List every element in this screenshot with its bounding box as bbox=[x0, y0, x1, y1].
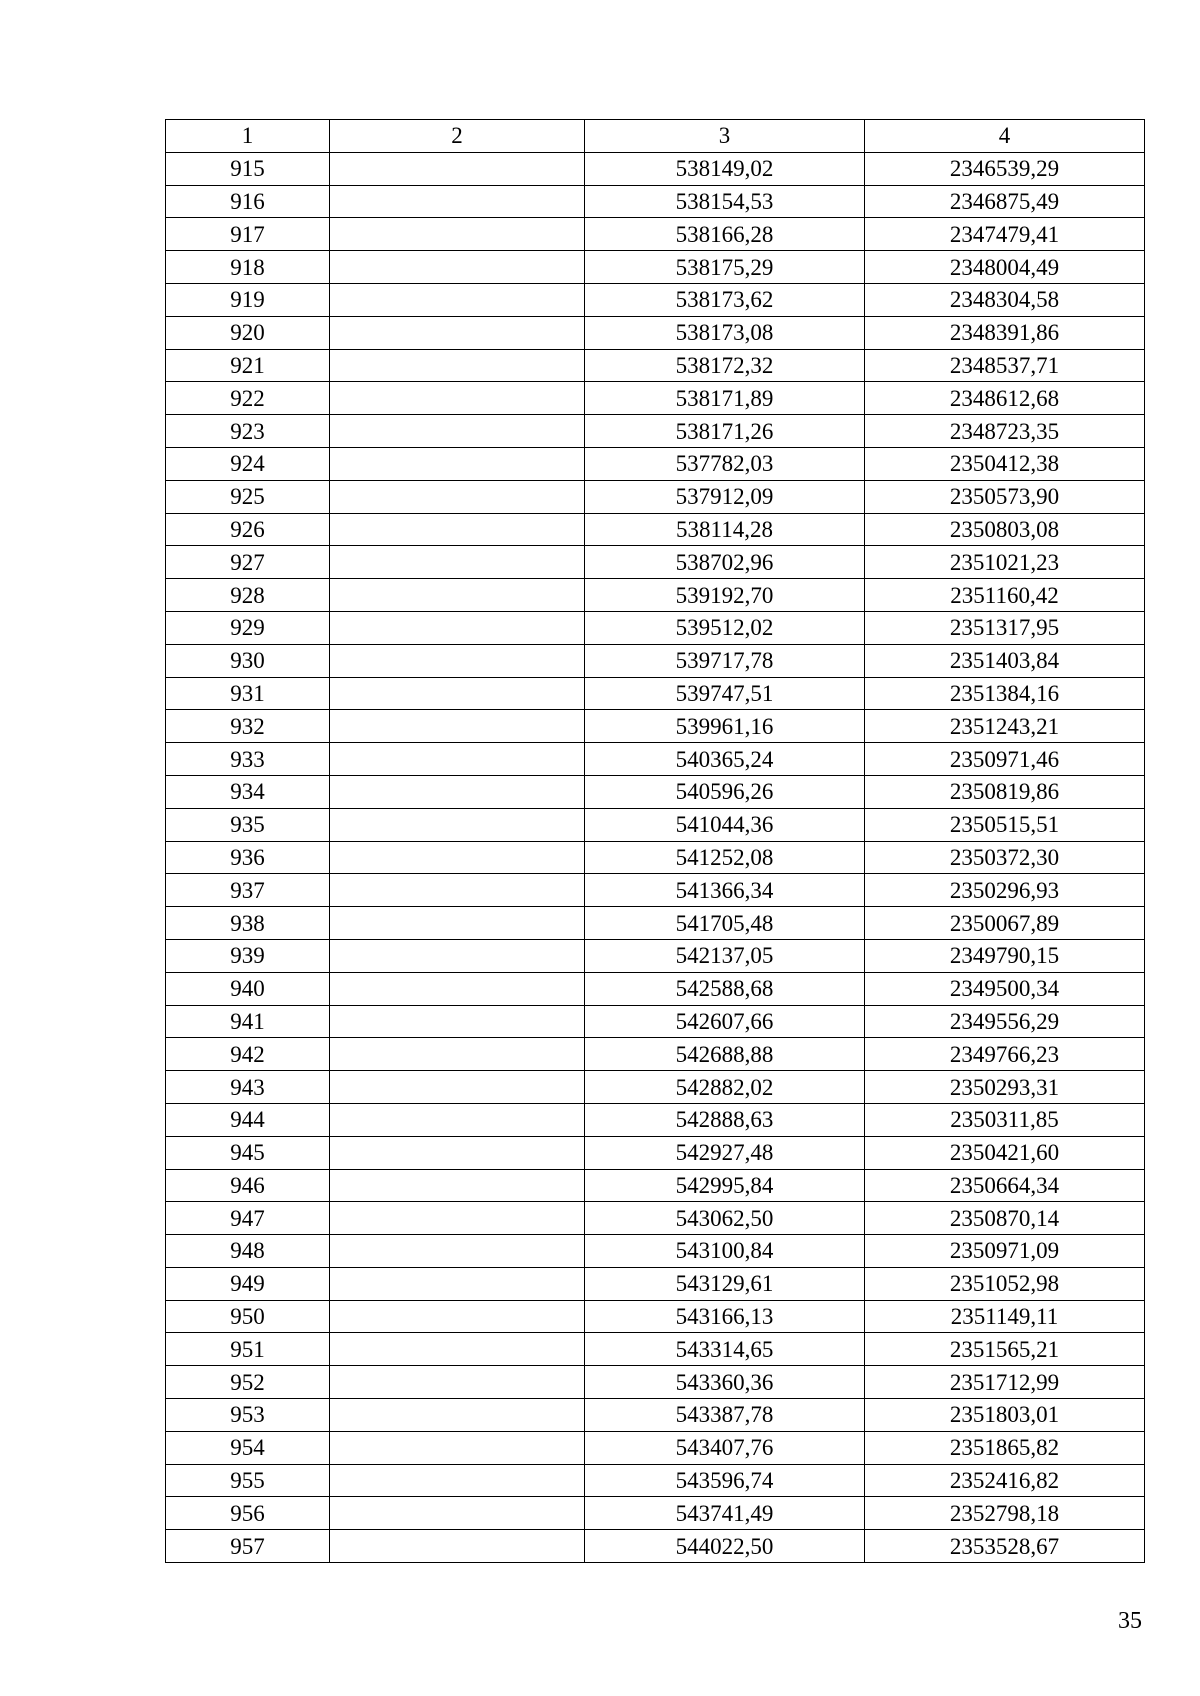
table-cell: 923 bbox=[166, 415, 330, 448]
table-cell: 2351712,99 bbox=[865, 1366, 1145, 1399]
table-row bbox=[166, 1530, 1145, 1563]
table-cell: 543596,74 bbox=[585, 1464, 865, 1497]
table-cell bbox=[330, 152, 585, 185]
table-cell: 2347479,41 bbox=[865, 218, 1145, 251]
table-cell: 927 bbox=[166, 546, 330, 579]
table-row bbox=[166, 349, 1145, 382]
table-cell: 539717,78 bbox=[585, 644, 865, 677]
table-cell: 948 bbox=[166, 1235, 330, 1268]
table-cell: 538175,29 bbox=[585, 251, 865, 284]
table-cell bbox=[330, 1497, 585, 1530]
table-cell: 2349500,34 bbox=[865, 972, 1145, 1005]
table-cell: 2351149,11 bbox=[865, 1300, 1145, 1333]
table-cell: 2349766,23 bbox=[865, 1038, 1145, 1071]
table-cell: 2351403,84 bbox=[865, 644, 1145, 677]
table-cell bbox=[330, 1005, 585, 1038]
table-cell bbox=[330, 1103, 585, 1136]
column-header: 2 bbox=[330, 120, 585, 153]
table-row bbox=[166, 251, 1145, 284]
table-cell bbox=[330, 349, 585, 382]
table-cell bbox=[330, 874, 585, 907]
table-cell: 542607,66 bbox=[585, 1005, 865, 1038]
table-cell: 936 bbox=[166, 841, 330, 874]
table-cell: 953 bbox=[166, 1399, 330, 1432]
table-row bbox=[166, 152, 1145, 185]
table-cell: 941 bbox=[166, 1005, 330, 1038]
table-cell: 544022,50 bbox=[585, 1530, 865, 1563]
table-cell: 939 bbox=[166, 939, 330, 972]
table-row bbox=[166, 677, 1145, 710]
column-header: 3 bbox=[585, 120, 865, 153]
table-cell: 2350311,85 bbox=[865, 1103, 1145, 1136]
table-cell bbox=[330, 1235, 585, 1268]
table-row bbox=[166, 1431, 1145, 1464]
table-row bbox=[166, 1136, 1145, 1169]
table-cell: 538114,28 bbox=[585, 513, 865, 546]
table-cell: 543407,76 bbox=[585, 1431, 865, 1464]
table-row bbox=[166, 1267, 1145, 1300]
table-cell: 539961,16 bbox=[585, 710, 865, 743]
table-cell bbox=[330, 316, 585, 349]
table-cell: 539192,70 bbox=[585, 579, 865, 612]
table-cell bbox=[330, 1267, 585, 1300]
table-cell: 543166,13 bbox=[585, 1300, 865, 1333]
table-cell bbox=[330, 1169, 585, 1202]
table-cell bbox=[330, 775, 585, 808]
table-cell: 541366,34 bbox=[585, 874, 865, 907]
table-cell: 956 bbox=[166, 1497, 330, 1530]
table-cell: 957 bbox=[166, 1530, 330, 1563]
table-cell: 2351865,82 bbox=[865, 1431, 1145, 1464]
table-cell: 539747,51 bbox=[585, 677, 865, 710]
table-cell bbox=[330, 710, 585, 743]
table-cell: 538172,32 bbox=[585, 349, 865, 382]
table-cell: 543387,78 bbox=[585, 1399, 865, 1432]
table-cell: 955 bbox=[166, 1464, 330, 1497]
table-cell: 2351052,98 bbox=[865, 1267, 1145, 1300]
table-row bbox=[166, 1300, 1145, 1333]
table-cell: 930 bbox=[166, 644, 330, 677]
table-cell: 929 bbox=[166, 611, 330, 644]
table-cell: 538173,62 bbox=[585, 283, 865, 316]
table-cell bbox=[330, 743, 585, 776]
table-cell: 924 bbox=[166, 447, 330, 480]
table-cell: 2351384,16 bbox=[865, 677, 1145, 710]
table-cell bbox=[330, 677, 585, 710]
table-cell: 543062,50 bbox=[585, 1202, 865, 1235]
table-cell bbox=[330, 185, 585, 218]
table-cell: 541252,08 bbox=[585, 841, 865, 874]
table-cell: 538154,53 bbox=[585, 185, 865, 218]
table-cell: 2348723,35 bbox=[865, 415, 1145, 448]
table-cell: 2352798,18 bbox=[865, 1497, 1145, 1530]
table-row bbox=[166, 316, 1145, 349]
table-cell: 538171,89 bbox=[585, 382, 865, 415]
table-row bbox=[166, 710, 1145, 743]
table-row bbox=[166, 841, 1145, 874]
table-cell: 543129,61 bbox=[585, 1267, 865, 1300]
table-cell bbox=[330, 218, 585, 251]
table-cell: 2349790,15 bbox=[865, 939, 1145, 972]
table-cell bbox=[330, 579, 585, 612]
table-cell bbox=[330, 447, 585, 480]
table-cell: 2349556,29 bbox=[865, 1005, 1145, 1038]
table-row bbox=[166, 808, 1145, 841]
table-cell: 2351160,42 bbox=[865, 579, 1145, 612]
table-cell: 2348537,71 bbox=[865, 349, 1145, 382]
table-row bbox=[166, 874, 1145, 907]
table-cell bbox=[330, 382, 585, 415]
table-header-row bbox=[166, 120, 1145, 153]
table-cell: 541044,36 bbox=[585, 808, 865, 841]
table-row bbox=[166, 218, 1145, 251]
table-cell: 938 bbox=[166, 907, 330, 940]
table-cell: 538702,96 bbox=[585, 546, 865, 579]
table-cell: 932 bbox=[166, 710, 330, 743]
table-cell: 2350412,38 bbox=[865, 447, 1145, 480]
table-cell: 946 bbox=[166, 1169, 330, 1202]
table-cell: 934 bbox=[166, 775, 330, 808]
table-cell: 538171,26 bbox=[585, 415, 865, 448]
table-cell: 2346539,29 bbox=[865, 152, 1145, 185]
table-cell: 931 bbox=[166, 677, 330, 710]
table-row bbox=[166, 1169, 1145, 1202]
table-cell: 950 bbox=[166, 1300, 330, 1333]
table-cell bbox=[330, 808, 585, 841]
table-cell: 916 bbox=[166, 185, 330, 218]
table-cell: 2351021,23 bbox=[865, 546, 1145, 579]
column-header: 1 bbox=[166, 120, 330, 153]
table-cell: 922 bbox=[166, 382, 330, 415]
table-cell: 2350819,86 bbox=[865, 775, 1145, 808]
table-cell: 2348304,58 bbox=[865, 283, 1145, 316]
table-cell bbox=[330, 611, 585, 644]
table-row bbox=[166, 480, 1145, 513]
table-cell bbox=[330, 1300, 585, 1333]
table-cell: 538166,28 bbox=[585, 218, 865, 251]
table-cell: 2351565,21 bbox=[865, 1333, 1145, 1366]
table-cell: 2348612,68 bbox=[865, 382, 1145, 415]
table-row bbox=[166, 972, 1145, 1005]
table-cell: 543314,65 bbox=[585, 1333, 865, 1366]
table-cell: 2346875,49 bbox=[865, 185, 1145, 218]
table-cell: 540365,24 bbox=[585, 743, 865, 776]
table-cell: 542882,02 bbox=[585, 1071, 865, 1104]
table-cell bbox=[330, 841, 585, 874]
table-cell: 542688,88 bbox=[585, 1038, 865, 1071]
table-cell: 2350515,51 bbox=[865, 808, 1145, 841]
table-cell: 2351243,21 bbox=[865, 710, 1145, 743]
table-cell: 539512,02 bbox=[585, 611, 865, 644]
table-row bbox=[166, 513, 1145, 546]
table-cell: 915 bbox=[166, 152, 330, 185]
table-cell: 538149,02 bbox=[585, 152, 865, 185]
table-cell: 2350971,09 bbox=[865, 1235, 1145, 1268]
table-cell: 935 bbox=[166, 808, 330, 841]
table-cell bbox=[330, 480, 585, 513]
table-cell: 937 bbox=[166, 874, 330, 907]
table-row bbox=[166, 185, 1145, 218]
table-row bbox=[166, 775, 1145, 808]
table-cell: 537912,09 bbox=[585, 480, 865, 513]
table-cell: 542995,84 bbox=[585, 1169, 865, 1202]
table-cell: 919 bbox=[166, 283, 330, 316]
table-cell: 943 bbox=[166, 1071, 330, 1104]
table-cell bbox=[330, 1464, 585, 1497]
table-cell bbox=[330, 1431, 585, 1464]
table-cell: 940 bbox=[166, 972, 330, 1005]
table-cell bbox=[330, 1038, 585, 1071]
table-row bbox=[166, 1399, 1145, 1432]
table-row bbox=[166, 743, 1145, 776]
coordinates-table-body bbox=[166, 120, 1145, 1563]
table-row bbox=[166, 415, 1145, 448]
table-cell: 952 bbox=[166, 1366, 330, 1399]
table-cell: 541705,48 bbox=[585, 907, 865, 940]
table-cell: 543360,36 bbox=[585, 1366, 865, 1399]
table-cell: 2350971,46 bbox=[865, 743, 1145, 776]
table-cell bbox=[330, 1071, 585, 1104]
table-row bbox=[166, 1202, 1145, 1235]
table-cell: 542137,05 bbox=[585, 939, 865, 972]
table-cell: 926 bbox=[166, 513, 330, 546]
table-cell: 921 bbox=[166, 349, 330, 382]
table-cell: 918 bbox=[166, 251, 330, 284]
table-cell: 2350067,89 bbox=[865, 907, 1145, 940]
coordinates-table bbox=[165, 119, 1145, 1563]
table-cell: 917 bbox=[166, 218, 330, 251]
table-cell bbox=[330, 1399, 585, 1432]
table-cell: 949 bbox=[166, 1267, 330, 1300]
table-row bbox=[166, 1366, 1145, 1399]
table-row bbox=[166, 939, 1145, 972]
table-cell bbox=[330, 1366, 585, 1399]
table-cell bbox=[330, 1202, 585, 1235]
table-cell: 542588,68 bbox=[585, 972, 865, 1005]
table-cell: 2350293,31 bbox=[865, 1071, 1145, 1104]
table-cell: 947 bbox=[166, 1202, 330, 1235]
table-cell: 2351803,01 bbox=[865, 1399, 1145, 1432]
table-cell bbox=[330, 546, 585, 579]
table-cell: 2350372,30 bbox=[865, 841, 1145, 874]
table-row bbox=[166, 447, 1145, 480]
table-row bbox=[166, 1464, 1145, 1497]
table-cell bbox=[330, 1136, 585, 1169]
table-cell: 925 bbox=[166, 480, 330, 513]
table-cell: 2352416,82 bbox=[865, 1464, 1145, 1497]
table-cell: 542927,48 bbox=[585, 1136, 865, 1169]
table-cell: 2350421,60 bbox=[865, 1136, 1145, 1169]
table-cell: 2350296,93 bbox=[865, 874, 1145, 907]
table-cell: 2350870,14 bbox=[865, 1202, 1145, 1235]
table-cell bbox=[330, 907, 585, 940]
table-cell bbox=[330, 513, 585, 546]
table-cell bbox=[330, 939, 585, 972]
table-cell: 542888,63 bbox=[585, 1103, 865, 1136]
table-row bbox=[166, 1333, 1145, 1366]
table-cell: 2348004,49 bbox=[865, 251, 1145, 284]
table-cell: 2351317,95 bbox=[865, 611, 1145, 644]
table-row bbox=[166, 1005, 1145, 1038]
table-cell: 942 bbox=[166, 1038, 330, 1071]
table-cell: 537782,03 bbox=[585, 447, 865, 480]
table-row bbox=[166, 382, 1145, 415]
table-cell: 2350664,34 bbox=[865, 1169, 1145, 1202]
table-cell: 2348391,86 bbox=[865, 316, 1145, 349]
table-cell: 2350803,08 bbox=[865, 513, 1145, 546]
table-cell bbox=[330, 283, 585, 316]
table-cell: 933 bbox=[166, 743, 330, 776]
table-row bbox=[166, 644, 1145, 677]
table-cell: 951 bbox=[166, 1333, 330, 1366]
table-cell bbox=[330, 1530, 585, 1563]
table-row bbox=[166, 1235, 1145, 1268]
table-cell: 2350573,90 bbox=[865, 480, 1145, 513]
table-cell: 945 bbox=[166, 1136, 330, 1169]
table-cell bbox=[330, 972, 585, 1005]
table-row bbox=[166, 611, 1145, 644]
table-row bbox=[166, 546, 1145, 579]
table-row bbox=[166, 579, 1145, 612]
table-cell: 543741,49 bbox=[585, 1497, 865, 1530]
table-cell: 540596,26 bbox=[585, 775, 865, 808]
table-cell bbox=[330, 415, 585, 448]
table-cell bbox=[330, 644, 585, 677]
table-cell: 920 bbox=[166, 316, 330, 349]
table-row bbox=[166, 1497, 1145, 1530]
table-row bbox=[166, 907, 1145, 940]
table-row bbox=[166, 1071, 1145, 1104]
page-number: 35 bbox=[1118, 1608, 1142, 1634]
table-cell bbox=[330, 1333, 585, 1366]
column-header: 4 bbox=[865, 120, 1145, 153]
table-row bbox=[166, 1038, 1145, 1071]
table-cell: 2353528,67 bbox=[865, 1530, 1145, 1563]
table-cell: 954 bbox=[166, 1431, 330, 1464]
table-cell bbox=[330, 251, 585, 284]
table-cell: 543100,84 bbox=[585, 1235, 865, 1268]
table-cell: 538173,08 bbox=[585, 316, 865, 349]
table-row bbox=[166, 1103, 1145, 1136]
table-cell: 928 bbox=[166, 579, 330, 612]
table-row bbox=[166, 283, 1145, 316]
table-cell: 944 bbox=[166, 1103, 330, 1136]
